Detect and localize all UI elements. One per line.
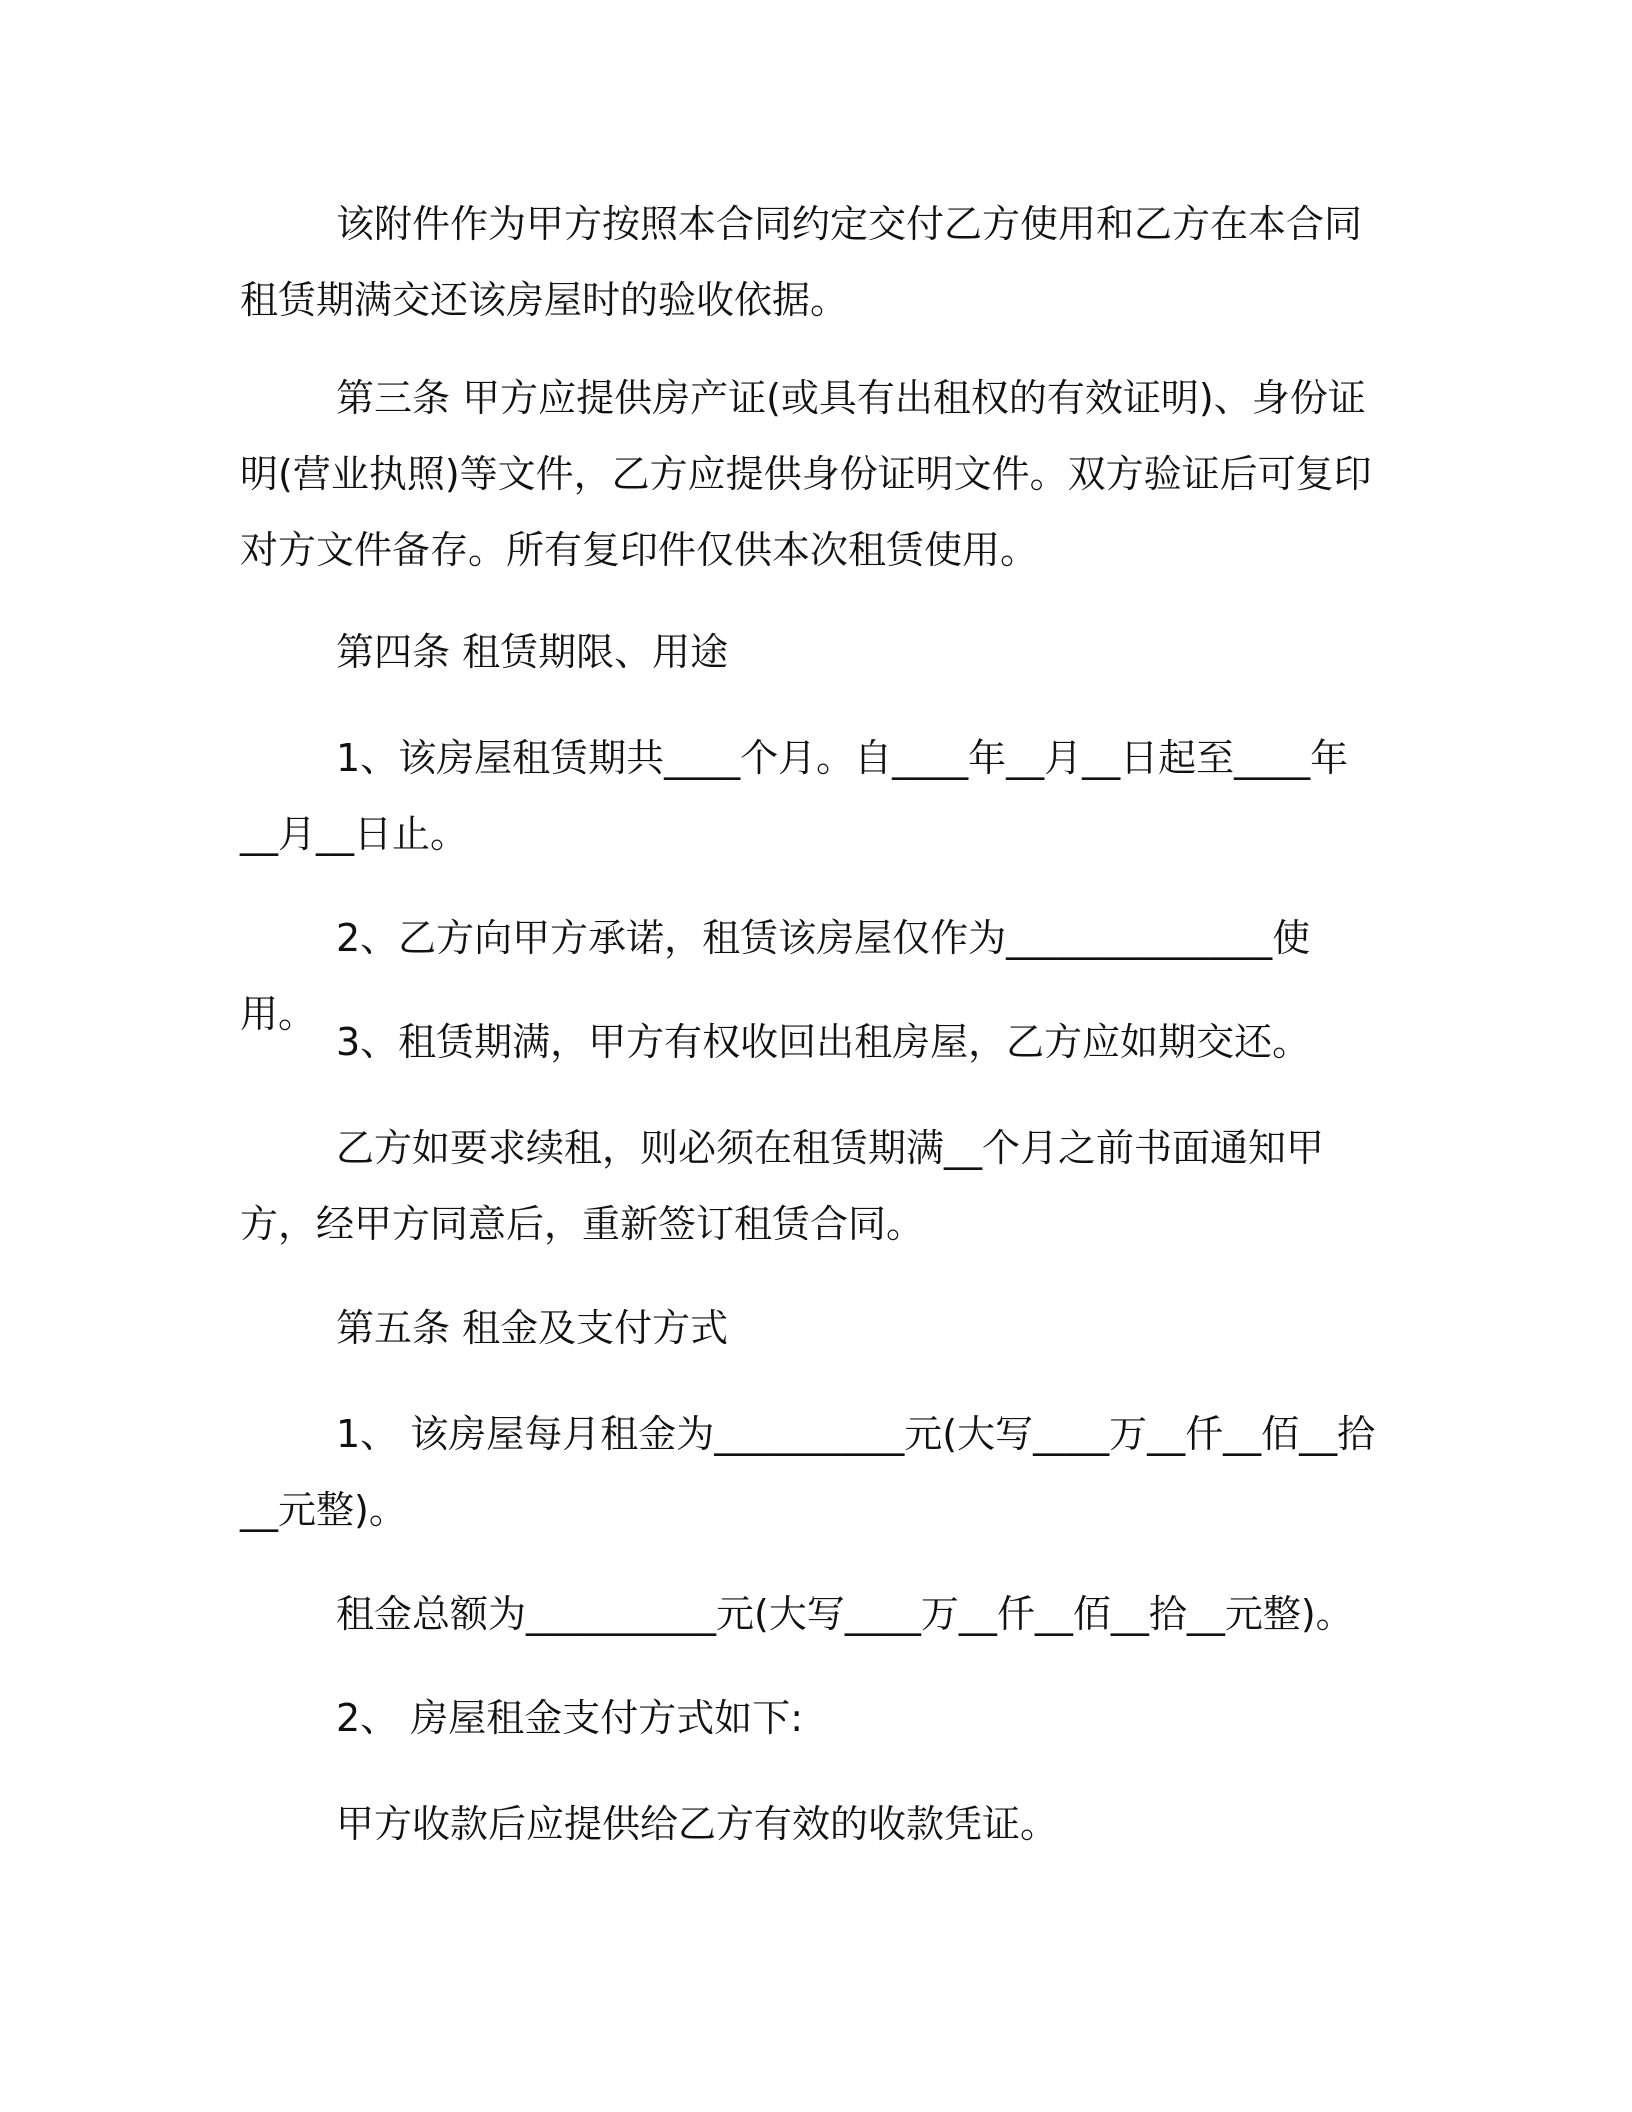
paragraph-total-rent: 租金总额为__________元(大写____万__仟__佰__拾__元整)。 — [336, 1592, 1354, 1636]
paragraph-article-4-item-2-use: 2、乙方向甲方承诺，租赁该房屋仅作为______________使用。 — [240, 916, 1311, 1036]
paragraph-article-4-item-1-term: 1、该房屋租赁期共____个月。自____年__月__日起至____年__月__日止。 — [240, 736, 1349, 856]
paragraph-article-5-item-2-payment-method: 2、 房屋租金支付方式如下: — [336, 1696, 804, 1740]
heading-article-5-rent-payment: 第五条 租金及支付方式 — [336, 1306, 729, 1350]
paragraph-renewal-notice: 乙方如要求续租，则必须在租赁期满__个月之前书面通知甲方，经甲方同意后，重新签订租赁合同。 — [240, 1126, 1325, 1246]
paragraph-acceptance-basis: 该附件作为甲方按照本合同约定交付乙方使用和乙方在本合同租赁期满交还该房屋时的验收依据。 — [240, 202, 1363, 322]
paragraph-article-5-item-1-monthly-rent: 1、 该房屋每月租金为__________元(大写____万__仟__佰__拾__元整)。 — [240, 1412, 1376, 1532]
paragraph-receipt: 甲方收款后应提供给乙方有效的收款凭证。 — [336, 1802, 1059, 1846]
heading-article-4-term-use: 第四条 租赁期限、用途 — [336, 630, 729, 674]
paragraph-article-4-item-3-expiry: 3、租赁期满，甲方有权收回出租房屋，乙方应如期交还。 — [336, 1020, 1311, 1064]
paragraph-article-3-documents: 第三条 甲方应提供房产证(或具有出租权的有效证明)、身份证明(营业执照)等文件，乙方应提供身份证明文件。双方验证后可复印对方文件备存。所有复印件仅供本次租赁使用。 — [240, 376, 1372, 572]
